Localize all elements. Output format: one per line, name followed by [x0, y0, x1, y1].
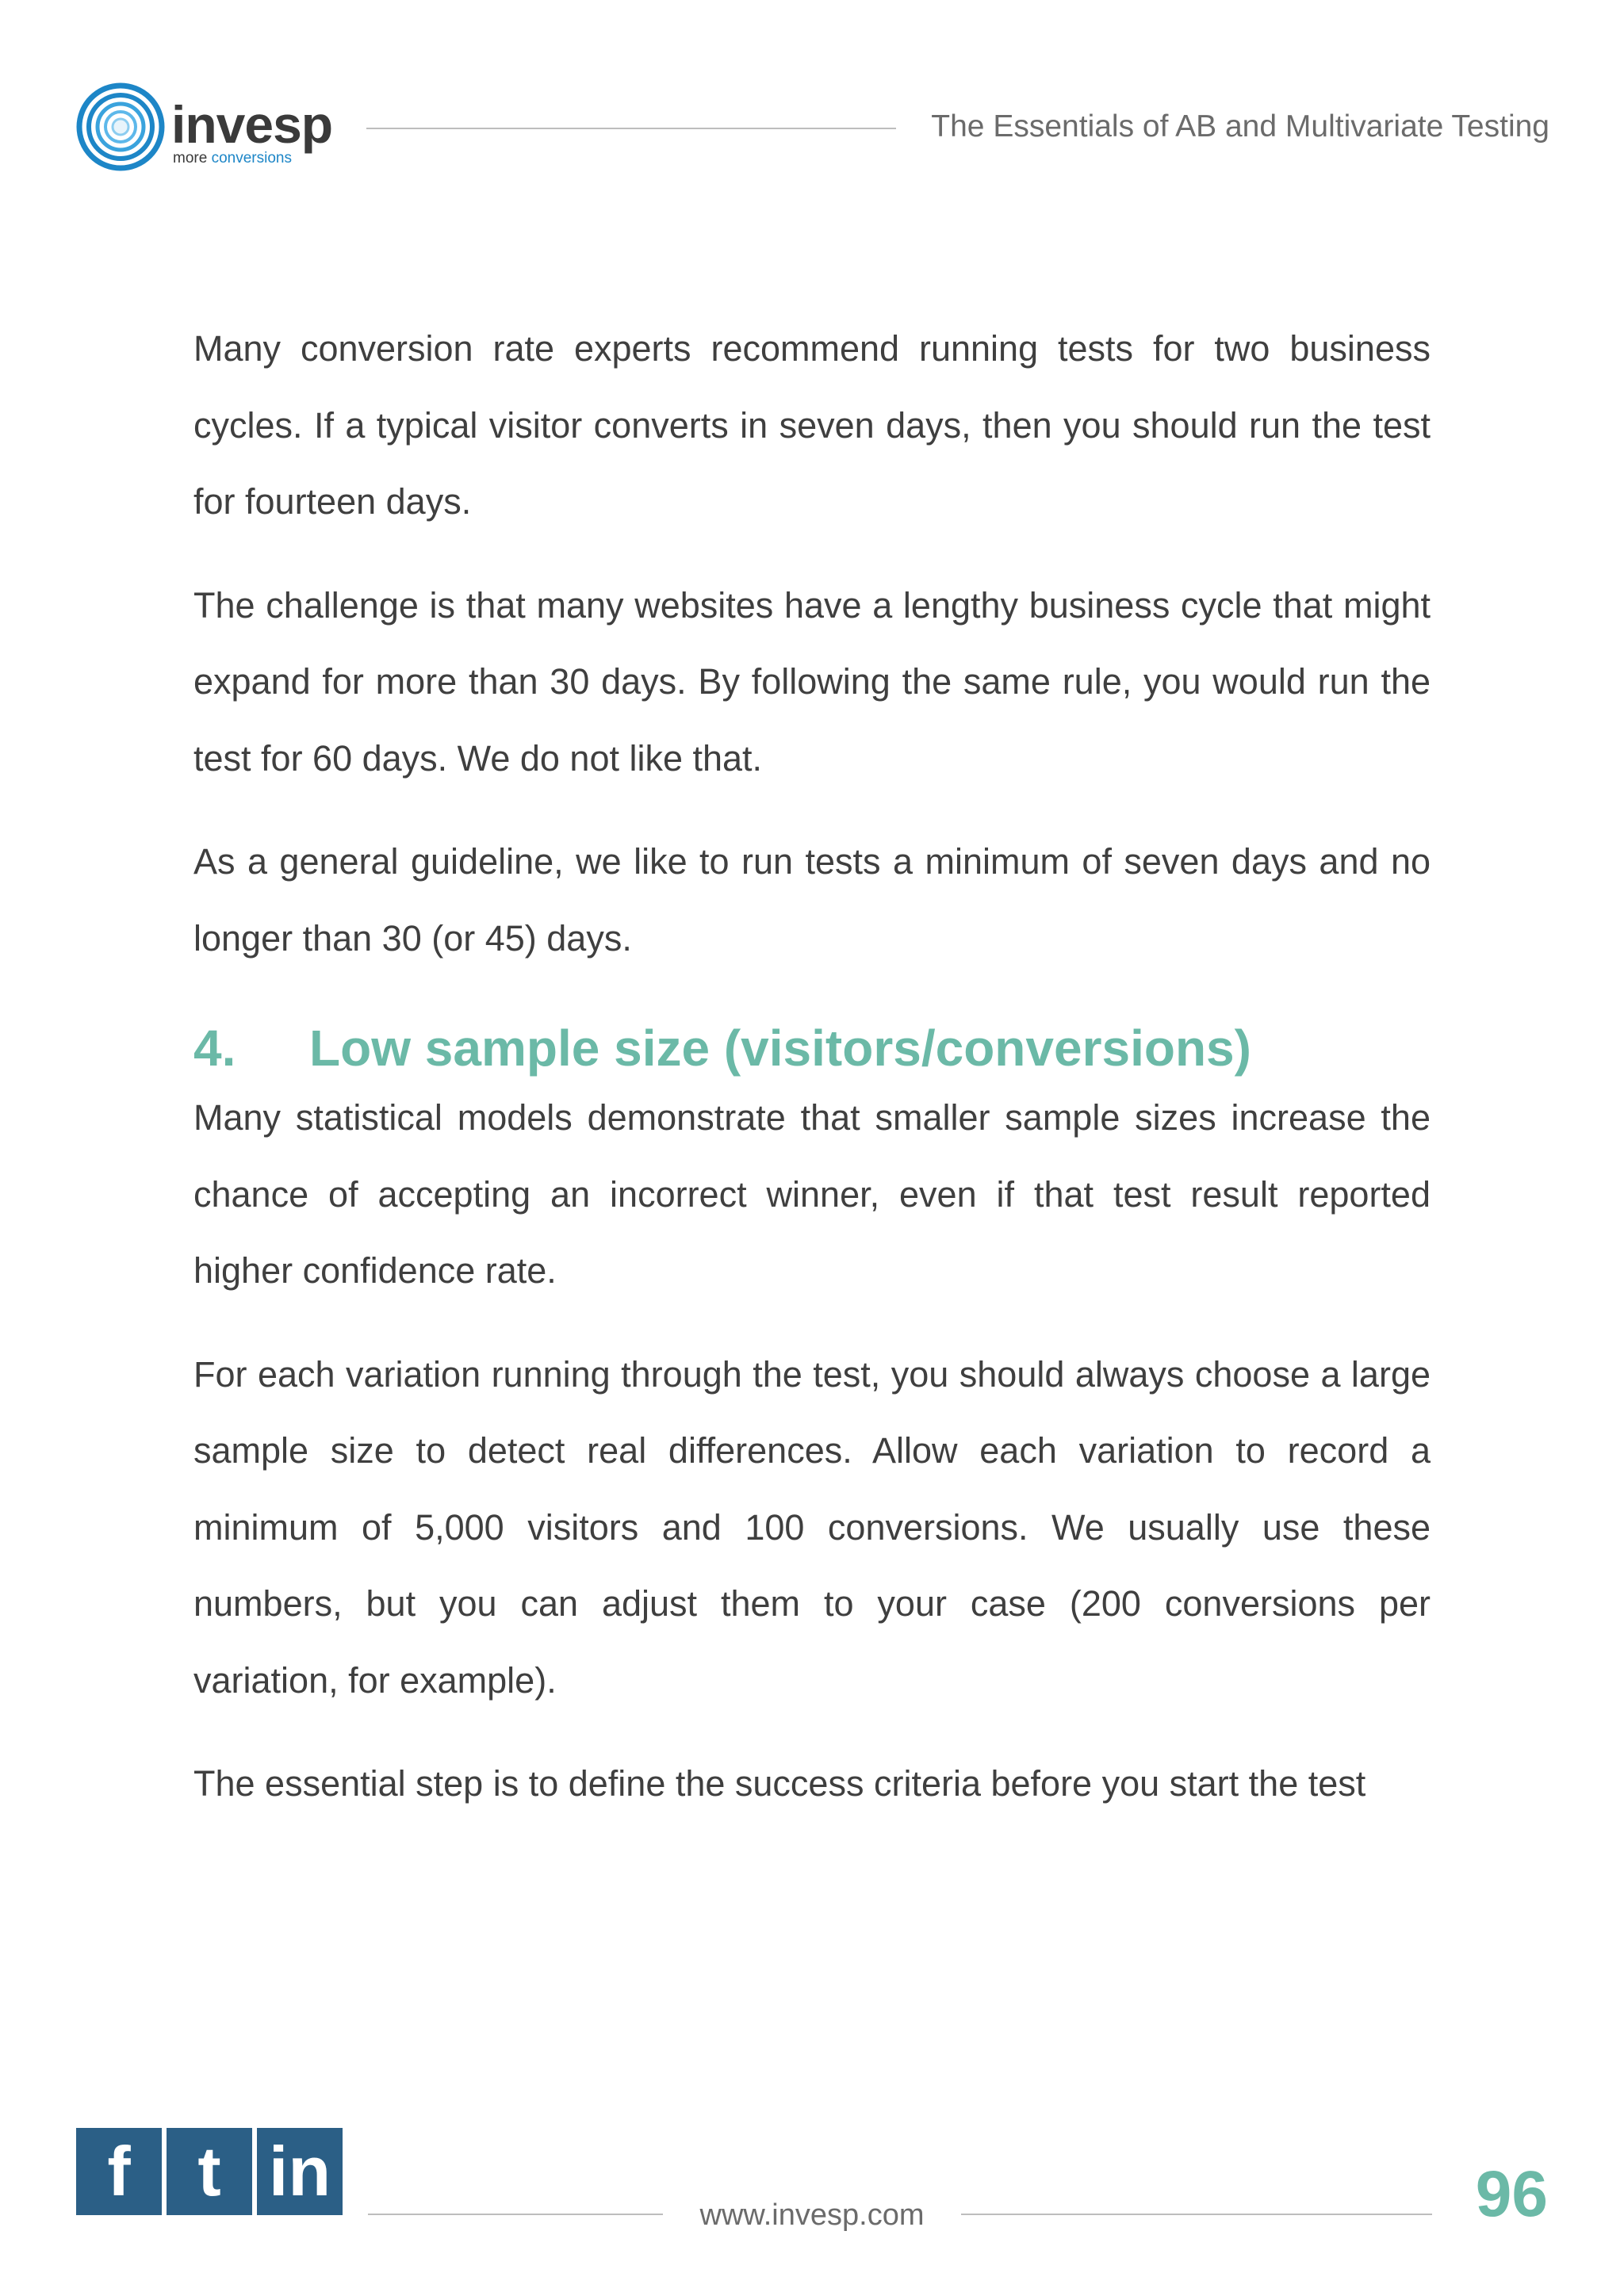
page-header [0, 0, 1624, 206]
logo-wordmark: invesp [171, 95, 333, 154]
paragraph: The challenge is that many websites have a lengthy business cycle that might expand for more than 30 days. By following the same rule, you would run the test for 60 days. We do not like that. [193, 584, 1431, 779]
paragraph: Many conversion rate experts recommend running tests for two business cycles. If a typical visitor converts in seven days, then you should run the test for fourteen days. [193, 328, 1431, 522]
document-title: The Essentials of AB and Multivariate Testing [931, 109, 1549, 144]
footer-divider-left [368, 2214, 663, 2215]
paragraph: As a general guideline, we like to run tests a minimum of seven days and no longer than 30 (or 45) days. [193, 841, 1431, 959]
page-number: 96 [1475, 2158, 1548, 2230]
twitter-icon[interactable]: t [167, 2128, 252, 2215]
footer-divider-right [961, 2214, 1432, 2215]
section-heading [193, 1016, 1431, 1080]
section-number: 4. [193, 1020, 236, 1077]
social-links [76, 2128, 343, 2215]
linkedin-icon[interactable]: in [257, 2128, 343, 2215]
section-title: Low sample size (visitors/conversions) [309, 1020, 1251, 1077]
logo-tagline [173, 151, 292, 166]
header-divider [366, 128, 896, 129]
footer-website-link[interactable]: www.invesp.com [699, 2198, 925, 2232]
logo-tagline-prefix: more [173, 150, 208, 166]
logo-tagline-accent: conversions [211, 150, 292, 166]
paragraph: For each variation running through the test, you should always choose a large sample size to detect real differences. Allow each variation to record a minimum of 5,000 visitors and 100 conversions. We usually use these numbers, but you can adjust them to your case (200 conversions per variation, for example). [193, 1353, 1431, 1701]
facebook-icon[interactable]: f [76, 2128, 162, 2215]
paragraph: The essential step is to define the success criteria before you start the test [193, 1763, 1366, 1804]
page-content [193, 311, 1431, 1850]
invesp-logo[interactable] [76, 82, 346, 174]
paragraph: Many statistical models demonstrate that smaller sample sizes increase the chance of accepting an incorrect winner, even if that test result reported higher confidence rate. [193, 1097, 1431, 1291]
invesp-logo-icon [76, 82, 165, 171]
